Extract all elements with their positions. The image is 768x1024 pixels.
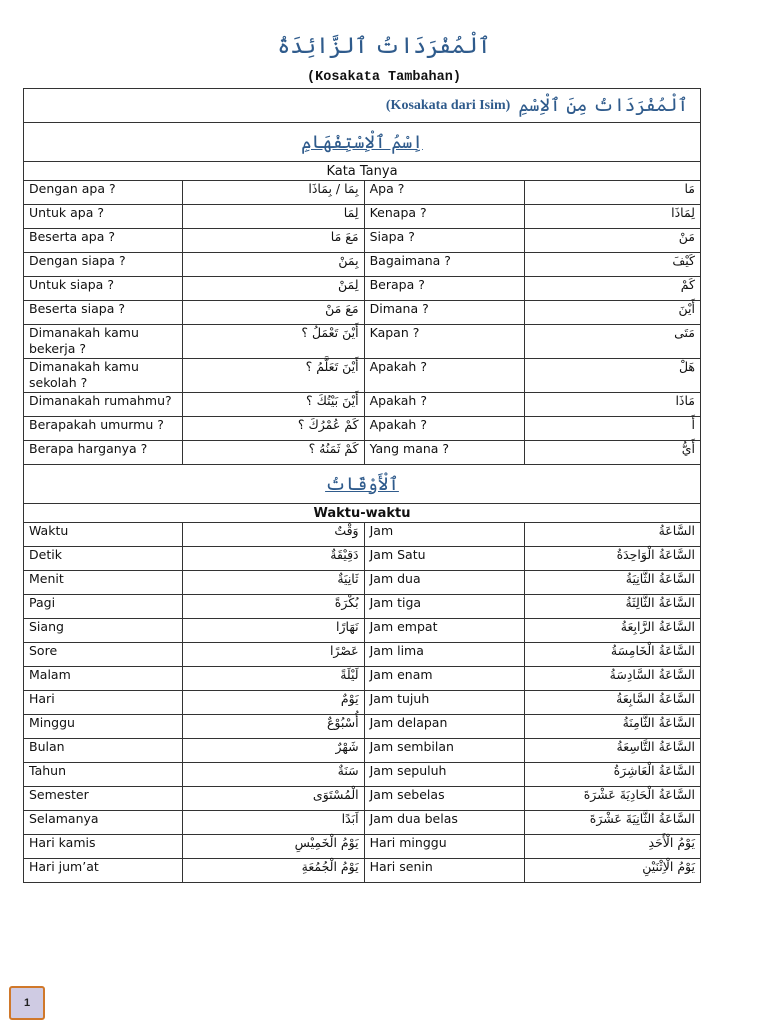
latin-term: Hari minggu (364, 835, 524, 859)
arabic-term: كَمْ عُمْرُكَ ؟ (183, 417, 365, 441)
arabic-term: السَّاعَةُ السَّابِعَةُ (524, 691, 700, 715)
section1-heading-arabic: اِسْمُ ٱلْاِسْتِفْهَامِ (24, 123, 701, 162)
arabic-term: يَوْمُ الْخَمِيْسِ (183, 835, 365, 859)
arabic-term: سَنَةٌ (183, 763, 365, 787)
arabic-term: السَّاعَةُ التَّاسِعَةُ (524, 739, 700, 763)
latin-term: Untuk siapa ? (24, 277, 183, 301)
arabic-term: لَيْلَةً (183, 667, 365, 691)
table-row (24, 417, 701, 441)
section2-heading-arabic: ٱلْأَوْقَاتُ (24, 465, 701, 504)
arabic-term: السَّاعَةُ الْوَاحِدَةُ (524, 547, 700, 571)
latin-term: Hari (24, 691, 183, 715)
arabic-term: بُكْرَةً (183, 595, 365, 619)
table-row (24, 253, 701, 277)
arabic-term: يَوْمٌ (183, 691, 365, 715)
arabic-term: شَهْرٌ (183, 739, 365, 763)
latin-term: Jam Satu (364, 547, 524, 571)
table-row (24, 763, 701, 787)
latin-term: Detik (24, 547, 183, 571)
category-latin: (Kosakata dari Isim) (385, 97, 511, 113)
table-row (24, 715, 701, 739)
latin-term: Jam tujuh (364, 691, 524, 715)
arabic-term: أَيْنَ تَعْمَلُ ؟ (183, 325, 365, 359)
table-row (24, 859, 701, 883)
latin-term: Hari kamis (24, 835, 183, 859)
section-heading-row (24, 123, 701, 162)
latin-term: Berapa harganya ? (24, 441, 183, 465)
page-number: 1 (23, 997, 31, 1009)
arabic-term: مَعَ مَنْ (183, 301, 365, 325)
arabic-term: أَيُّ (524, 441, 700, 465)
latin-term: Apakah ? (364, 359, 524, 393)
arabic-term: بِمَا / بِمَاذَا (183, 181, 365, 205)
latin-term: Sore (24, 643, 183, 667)
latin-term: Jam tiga (364, 595, 524, 619)
section-subheading-row (24, 504, 701, 523)
latin-term: Berapa ? (364, 277, 524, 301)
vocabulary-table (23, 88, 701, 883)
latin-term: Jam (364, 523, 524, 547)
latin-term: Apakah ? (364, 393, 524, 417)
latin-term: Siang (24, 619, 183, 643)
latin-term: Menit (24, 571, 183, 595)
section2-heading-latin: Waktu-waktu (24, 504, 701, 523)
latin-term: Dengan apa ? (24, 181, 183, 205)
latin-term: Hari jum’at (24, 859, 183, 883)
table-row (24, 393, 701, 417)
latin-term: Tahun (24, 763, 183, 787)
latin-term: Beserta siapa ? (24, 301, 183, 325)
arabic-term: يَوْمُ الْأَحَدِ (524, 835, 700, 859)
arabic-term: السَّاعَةُ الثَّامِنَةُ (524, 715, 700, 739)
latin-term: Minggu (24, 715, 183, 739)
table-row (24, 787, 701, 811)
arabic-term: نَهَارًا (183, 619, 365, 643)
latin-term: Apa ? (364, 181, 524, 205)
table-row (24, 277, 701, 301)
latin-term: Beserta apa ? (24, 229, 183, 253)
section1-rows (24, 181, 701, 465)
arabic-term: السَّاعَةُ الْحَادِيَةَ عَشْرَةَ (524, 787, 700, 811)
arabic-term: أُسْبُوْعٌ (183, 715, 365, 739)
table-row (24, 691, 701, 715)
latin-term: Hari senin (364, 859, 524, 883)
latin-term: Jam delapan (364, 715, 524, 739)
section2-rows (24, 523, 701, 883)
document-subtitle: (Kosakata Tambahan) (307, 70, 461, 85)
table-row (24, 229, 701, 253)
arabic-term: عَصْرًا (183, 643, 365, 667)
arabic-term: دَقِيْقَةٌ (183, 547, 365, 571)
arabic-term: مَتَى (524, 325, 700, 359)
table-row (24, 359, 701, 393)
latin-term: Semester (24, 787, 183, 811)
latin-term: Jam empat (364, 619, 524, 643)
latin-term: Jam sembilan (364, 739, 524, 763)
arabic-term: مَنْ (524, 229, 700, 253)
latin-term: Dengan siapa ? (24, 253, 183, 277)
latin-term: Berapakah umurmu ? (24, 417, 183, 441)
category-row (24, 89, 701, 123)
latin-term: Jam sebelas (364, 787, 524, 811)
arabic-term: مَعَ مَا (183, 229, 365, 253)
latin-term: Pagi (24, 595, 183, 619)
latin-term: Dimana ? (364, 301, 524, 325)
table-row (24, 643, 701, 667)
table-row (24, 595, 701, 619)
document-title-arabic: ٱلْمُفْرَدَاتُ ٱلزَّائِدَةُ (277, 34, 491, 59)
arabic-term: مَاذَا (524, 393, 700, 417)
arabic-term: بِمَنْ (183, 253, 365, 277)
arabic-term: الْمُسْتَوَى (183, 787, 365, 811)
table-row (24, 301, 701, 325)
table-row (24, 325, 701, 359)
latin-term: Jam sepuluh (364, 763, 524, 787)
table-row (24, 441, 701, 465)
latin-term: Siapa ? (364, 229, 524, 253)
arabic-term: اَبَدًا (183, 811, 365, 835)
arabic-term: أَ (524, 417, 700, 441)
arabic-term: السَّاعَةُ الثَّانِيَةُ (524, 571, 700, 595)
table-row (24, 523, 701, 547)
arabic-term: السَّاعَةُ الثَّالِثَةُ (524, 595, 700, 619)
table-row (24, 205, 701, 229)
arabic-term: لِمَا (183, 205, 365, 229)
table-row (24, 739, 701, 763)
arabic-term: السَّاعَةُ الرَّابِعَةُ (524, 619, 700, 643)
arabic-term: السَّاعَةُ الْعَاشِرَةُ (524, 763, 700, 787)
arabic-term: ثَانِيَةٌ (183, 571, 365, 595)
arabic-term: كَمْ ثَمَنُهُ ؟ (183, 441, 365, 465)
arabic-term: يَوْمُ الْجُمُعَةِ (183, 859, 365, 883)
arabic-term: هَلْ (524, 359, 700, 393)
table-row (24, 811, 701, 835)
arabic-term: السَّاعَةُ الثَّانِيَةَ عَشْرَةَ (524, 811, 700, 835)
latin-term: Kenapa ? (364, 205, 524, 229)
arabic-term: لِمَاذَا (524, 205, 700, 229)
latin-term: Bulan (24, 739, 183, 763)
latin-term: Waktu (24, 523, 183, 547)
table-row (24, 547, 701, 571)
arabic-term: وَقْتٌ (183, 523, 365, 547)
arabic-term: كَيْفَ (524, 253, 700, 277)
arabic-term: لِمَنْ (183, 277, 365, 301)
latin-term: Bagaimana ? (364, 253, 524, 277)
arabic-term: السَّاعَةُ السَّادِسَةُ (524, 667, 700, 691)
latin-term: Dimanakah kamu bekerja ? (24, 325, 183, 359)
arabic-term: أَيْنَ تَعَلَّمُ ؟ (183, 359, 365, 393)
latin-term: Apakah ? (364, 417, 524, 441)
latin-term: Kapan ? (364, 325, 524, 359)
latin-term: Dimanakah kamu sekolah ? (24, 359, 183, 393)
latin-term: Jam lima (364, 643, 524, 667)
latin-term: Untuk apa ? (24, 205, 183, 229)
arabic-term: مَا (524, 181, 700, 205)
section1-heading-latin: Kata Tanya (24, 162, 701, 181)
page-number-badge (9, 986, 45, 1020)
arabic-term: كَمْ (524, 277, 700, 301)
arabic-term: أَيْنَ بَيْتُكَ ؟ (183, 393, 365, 417)
latin-term: Jam dua (364, 571, 524, 595)
latin-term: Selamanya (24, 811, 183, 835)
category-cell (24, 89, 701, 123)
latin-term: Jam dua belas (364, 811, 524, 835)
table-row (24, 667, 701, 691)
table-row (24, 571, 701, 595)
arabic-term: يَوْمُ الْاِثْنَيْنِ (524, 859, 700, 883)
latin-term: Dimanakah rumahmu? (24, 393, 183, 417)
arabic-term: أَيْنَ (524, 301, 700, 325)
arabic-term: السَّاعَةُ الْخَامِسَةُ (524, 643, 700, 667)
latin-term: Yang mana ? (364, 441, 524, 465)
table-row (24, 181, 701, 205)
section-subheading-row (24, 162, 701, 181)
latin-term: Jam enam (364, 667, 524, 691)
latin-term: Malam (24, 667, 183, 691)
table-row (24, 619, 701, 643)
arabic-term: السَّاعَةُ (524, 523, 700, 547)
table-row (24, 835, 701, 859)
section-heading-row (24, 465, 701, 504)
category-arabic: ٱلْمُفْرَدَاتُ مِنَ ٱلْاِسْمِ (518, 95, 688, 116)
